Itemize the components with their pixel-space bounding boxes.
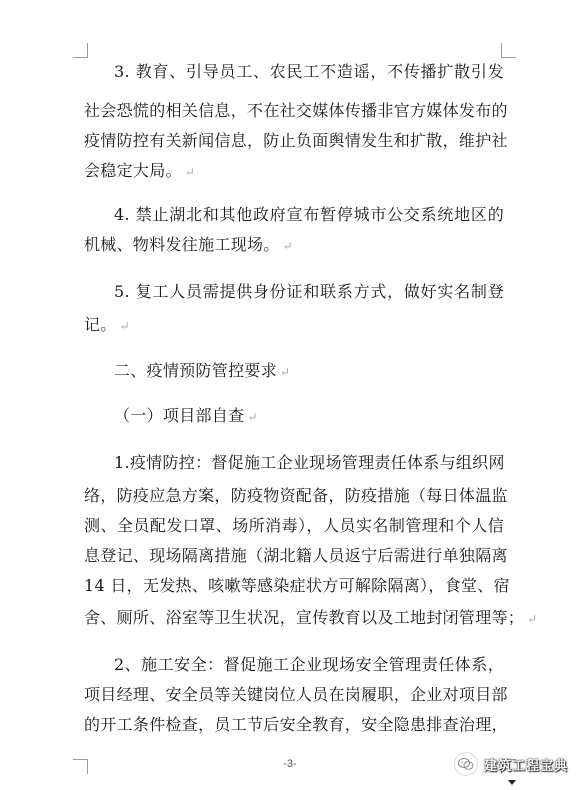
page-number: -3-: [283, 758, 297, 770]
text-line: [114, 62, 504, 82]
text-line-content: 14 日，无发热、咳嗽等感染症状方可解除隔离），食堂、宿: [84, 576, 510, 595]
text-line: [84, 486, 508, 506]
text-line: [84, 715, 508, 735]
text-line-content: 项目经理、安全员等关键岗位人员在岗履职，企业对项目部: [84, 685, 508, 704]
text-line: [84, 235, 504, 255]
text-line: [84, 685, 508, 705]
text-line-content: 疫情防控有关新闻信息，防止负面舆情发生和扩散，维护社: [84, 131, 508, 150]
text-line: [84, 315, 504, 335]
watermark-text: 建筑工程宝典: [484, 758, 569, 774]
paragraph-mark-icon: ↵: [119, 319, 130, 333]
text-line: [114, 282, 504, 302]
text-line: [84, 608, 538, 628]
text-line: [84, 516, 504, 536]
text-line: [114, 406, 504, 426]
text-line: [84, 131, 508, 151]
text-line: [114, 361, 504, 381]
text-line: [84, 576, 510, 596]
text-line-content: 会稳定大局。: [84, 161, 182, 180]
text-line-content: 5. 复工人员需提供身份证和联系方式，做好实名制登: [114, 282, 504, 301]
text-line: [114, 205, 504, 225]
text-line-content: 息登记、现场隔离措施（湖北籍人员返宁后需进行单独隔离: [84, 546, 508, 565]
page-corner-top-left: [73, 43, 88, 58]
wechat-logo-icon: [454, 752, 478, 776]
text-line-content: 二、疫情预防管控要求: [114, 361, 278, 380]
text-line-content: 机械、物料发往施工现场。: [84, 235, 280, 254]
text-line: [114, 655, 504, 675]
text-line-content: 舍、厕所、浴室等卫生状况，宣传教育以及工地封闭管理等；: [84, 608, 525, 627]
text-line-content: 1.疫情防控：督促施工企业现场管理责任体系与组织网: [114, 453, 505, 472]
page-corner-bottom-left: [73, 759, 88, 774]
text-line-content: （一）项目部自查: [114, 406, 245, 425]
paragraph-mark-icon: ↵: [280, 365, 291, 379]
text-line-content: 测、全员配发口罩、场所消毒），人员实名制管理和个人信: [84, 516, 504, 535]
text-line: [114, 453, 504, 473]
text-line-content: 社会恐慌的相关信息，不在社交媒体传播非官方媒体发布的: [84, 101, 508, 120]
text-line-content: 4. 禁止湖北和其他政府宣布暂停城市公交系统地区的: [114, 205, 504, 224]
text-line-content: 记。: [84, 315, 117, 334]
scroll-down-arrow-icon[interactable]: [508, 780, 516, 785]
watermark: [454, 752, 568, 776]
paragraph-mark-icon: ↵: [527, 612, 538, 626]
page-corner-top-right: [501, 43, 516, 58]
text-line: [84, 546, 508, 566]
text-line-content: 3. 教育、引导员工、农民工不造谣，不传播扩散引发: [114, 62, 504, 81]
text-line: [84, 101, 508, 121]
text-line: [84, 161, 504, 181]
paragraph-mark-icon: ↵: [282, 239, 293, 253]
text-line-content: 络，防疫应急方案，防疫物资配备，防疫措施（每日体温监: [84, 486, 508, 505]
text-line-content: 的开工条件检查，员工节后安全教育，安全隐患排查治理，: [84, 715, 508, 734]
text-line-content: 2、施工安全：督促施工企业现场安全管理责任体系，: [114, 655, 504, 674]
paragraph-mark-icon: ↵: [184, 165, 195, 179]
paragraph-mark-icon: ↵: [247, 410, 258, 424]
